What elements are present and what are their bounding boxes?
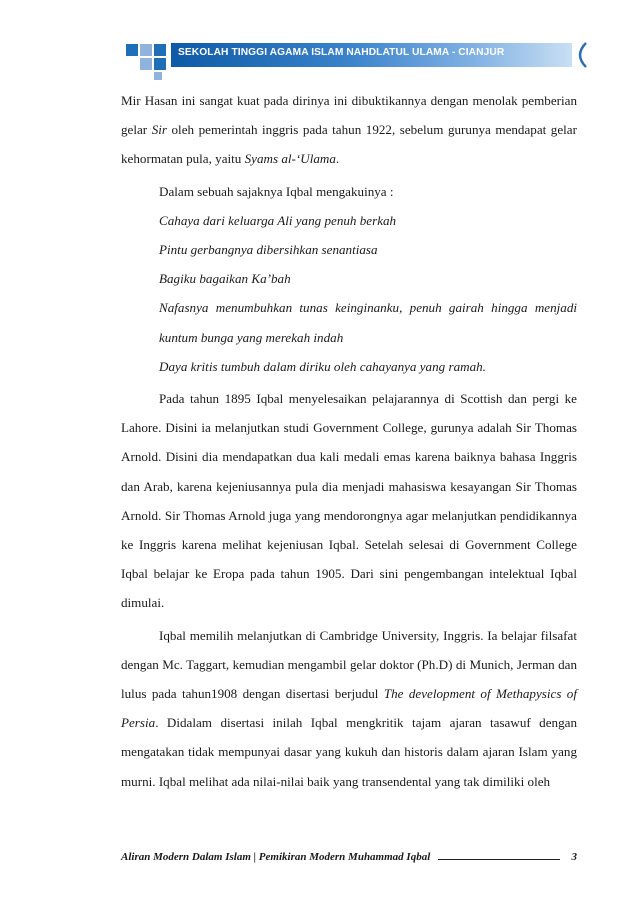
poem-block [121,177,577,381]
text-run: Iqbal memilih melanjutkan di Cambridge University, Inggris. Ia belajar filsafat dengan Mc. Taggart, kemudian mengambil gelar doktor (Ph.D) di Munich, Jerman dan lulus pada tahun1908 dengan disertasi berjudul [121,627,577,702]
institution-name: SEKOLAH TINGGI AGAMA ISLAM NAHDLATUL ULAMA - CIANJUR [178,47,505,58]
poem-line: Cahaya dari keluarga Ali yang penuh berkah [159,212,397,228]
decor-square [126,44,138,56]
decor-square [154,44,166,56]
poem-line: Pintu gerbangnya dibersihkan senantiasa [159,242,378,258]
paragraph-mir-hasan [121,86,577,174]
poem-line: Daya kritis tumbuh dalam diriku oleh cahayanya yang ramah. [159,358,486,374]
decor-square [154,58,166,70]
decor-square [140,58,152,70]
banner-curve-decoration [568,41,590,69]
text-run: . Didalam disertasi inilah Iqbal mengkritik tajam ajaran tasawuf dengan mengatakan tidak mempunyai dasar yang kukuh dan historis dalam ajaran Islam yang murni. Iqbal melihat ada nilai-nilai baik yang transendental yang tak dimiliki oleh [121,715,577,789]
page-footer [121,847,577,863]
page-header [0,0,638,90]
decor-square [154,72,162,80]
text-run: oleh pemerintah inggris pada tahun 1922, sebelum gurunya mendapat gelar kehormatan pula, yaitu [121,122,577,167]
footer-rule [438,859,559,860]
poem-line: Bagiku bagaikan Ka’bah [159,271,291,287]
italic-term: Sir [151,122,167,138]
page-number: 3 [571,851,577,863]
paragraph-education-lahore: Pada tahun 1895 Iqbal menyelesaikan pelajarannya di Scottish dan pergi ke Lahore. Disini ia melanjutkan studi Government College, gurunya adalah Sir Thomas Arnold. Disini dia mendapatkan dua kali medali emas karena baiknya bahasa Inggris dan Arab, karena kejeniusannya pula dia menjadi mahasiswa kesayangan Sir Thomas Arnold. Sir Thomas Arnold juga yang mendorongnya agar melanjutkan pendidikannya ke Inggris karena melihat kejeniusan Iqbal. Setelah selesai di Government College Iqbal belajar ke Eropa pada tahun 1905. Dari sini pengembangan intelektual Iqbal dimulai. [121,391,577,611]
thesis-title: The development of Methapysics of Persia [121,686,577,731]
poem-line: Nafasnya menumbuhkan tunas keinginanku, penuh gairah hingga menjadi [159,300,577,316]
poem-line: kuntum bunga yang merekah indah [159,329,344,345]
text-run: . [335,151,340,167]
paragraph-cambridge [121,621,577,796]
decor-square [140,44,152,56]
poem-intro: Dalam sebuah sajaknya Iqbal mengakuinya : [159,183,394,199]
italic-term: Syams al-‘Ulama [244,151,336,167]
text-run: Mir Hasan ini sangat kuat pada dirinya ini dibuktikannya dengan menolak pemberian gelar [121,93,577,138]
footer-title: Aliran Modern Dalam Islam | Pemikiran Modern Muhammad Iqbal [121,851,431,863]
document-body [121,86,577,796]
